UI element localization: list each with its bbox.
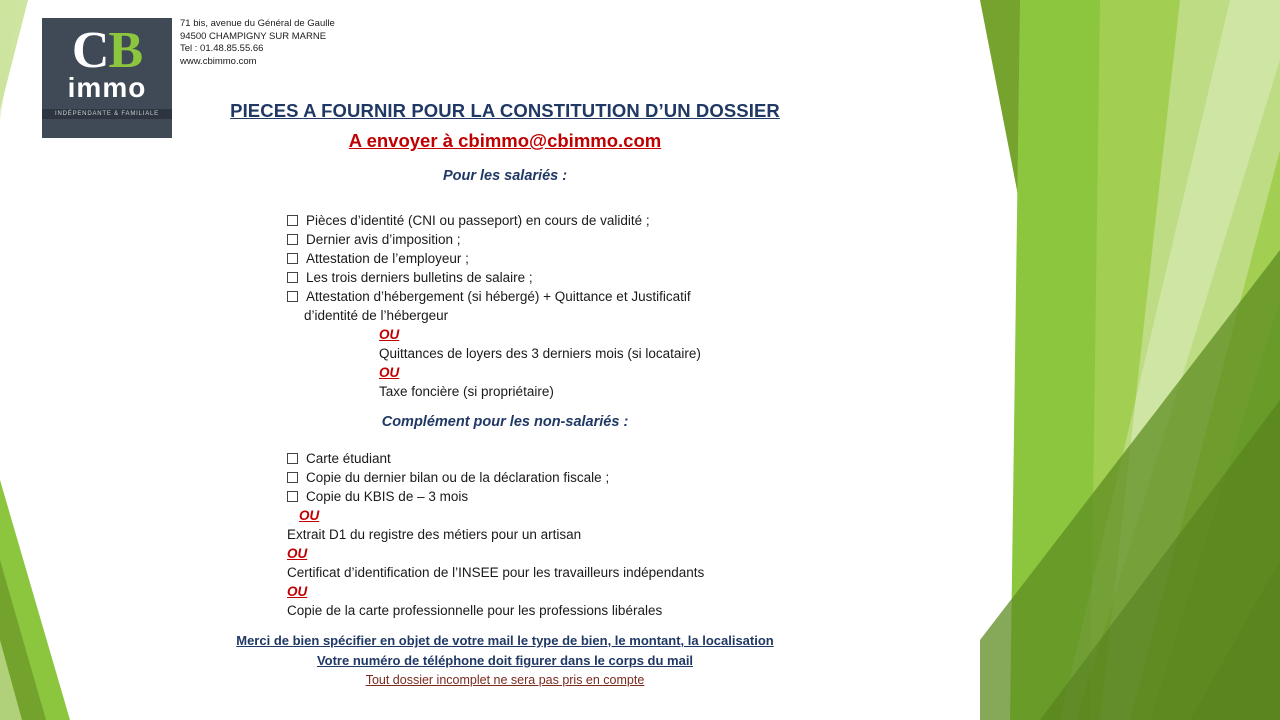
checkbox-square-icon [287, 272, 298, 283]
checkbox-square-icon [287, 215, 298, 226]
footer-note-phone: Votre numéro de téléphone doit figurer dans le corps du mail [316, 653, 694, 668]
footer-note-incomplete: Tout dossier incomplet ne sera pas pris en compte [365, 673, 645, 687]
alternative-separator-ou: OU [379, 327, 400, 342]
list-item [287, 249, 701, 268]
checkbox-square-icon [287, 253, 298, 264]
list-item-label: Pièces d’identité (CNI ou passeport) en cours de validité ; [306, 213, 650, 228]
documents-list-non-salaries [287, 449, 704, 620]
section-heading-non-salaries: Complément pour les non-salariés : [381, 414, 629, 430]
alternative-option-text: Taxe foncière (si propriétaire) [379, 384, 554, 399]
list-item-label: Dernier avis d’imposition ; [306, 232, 461, 247]
list-item-label: Copie du KBIS de – 3 mois [306, 489, 469, 504]
logo-letter-b: B [108, 22, 143, 79]
alternative-option-text: Extrait D1 du registre des métiers pour un artisan [287, 527, 582, 542]
document-title: PIECES A FOURNIR POUR LA CONSTITUTION D’UN DOSSIER [230, 100, 780, 121]
list-item [287, 230, 701, 249]
address-line-city: 94500 CHAMPIGNY SUR MARNE [180, 30, 327, 42]
section-heading-salaries: Pour les salariés : [442, 168, 568, 184]
checkbox-square-icon [287, 291, 298, 302]
address-line-street: 71 bis, avenue du Général de Gaulle [180, 18, 335, 29]
checkbox-square-icon [287, 234, 298, 245]
logo-tagline: INDÉPENDANTE & FAMILIALE [42, 109, 172, 119]
footer-note-subject: Merci de bien spécifier en objet de votre mail le type de bien, le montant, la localisation [236, 633, 774, 648]
list-item-label: Attestation de l’employeur ; [306, 251, 469, 266]
address-line-phone: Tel : 01.48.85.55.66 [180, 43, 264, 54]
list-item-label: Carte étudiant [306, 451, 391, 466]
alternative-option-text: Certificat d’identification de l’INSEE pour les travailleurs indépendants [287, 565, 705, 580]
alternative-separator-ou: OU [287, 584, 308, 599]
alternative-separator-ou: OU [299, 508, 320, 523]
address-line-website: www.cbimmo.com [180, 55, 257, 67]
checkbox-square-icon [287, 472, 298, 483]
list-item-label: Copie du dernier bilan ou de la déclaration fiscale ; [306, 470, 610, 485]
document-subtitle-email: A envoyer à cbimmo@cbimmo.com [348, 130, 662, 151]
list-item-label: Attestation d’hébergement (si hébergé) + Quittance et Justificatif [306, 289, 691, 304]
list-item [287, 487, 704, 506]
documents-list-salaries [287, 211, 701, 401]
alternative-option-text: Quittances de loyers des 3 derniers mois (si locataire) [379, 346, 701, 361]
alternative-separator-ou: OU [379, 365, 400, 380]
list-item [287, 449, 704, 468]
list-item-continuation: d’identité de l’hébergeur [304, 308, 449, 323]
list-item [287, 211, 701, 230]
list-item [287, 287, 701, 306]
list-item [287, 468, 704, 487]
alternative-separator-ou: OU [287, 546, 308, 561]
checkbox-square-icon [287, 491, 298, 502]
logo-letters [72, 24, 142, 78]
checkbox-square-icon [287, 453, 298, 464]
logo-letter-c: C [71, 22, 109, 79]
list-item-label: Les trois derniers bulletins de salaire ; [306, 270, 533, 285]
alternative-option-text: Copie de la carte professionnelle pour les professions libérales [287, 603, 663, 618]
logo-wordmark: immo [67, 72, 147, 103]
list-item [287, 268, 701, 287]
company-address [180, 18, 335, 68]
